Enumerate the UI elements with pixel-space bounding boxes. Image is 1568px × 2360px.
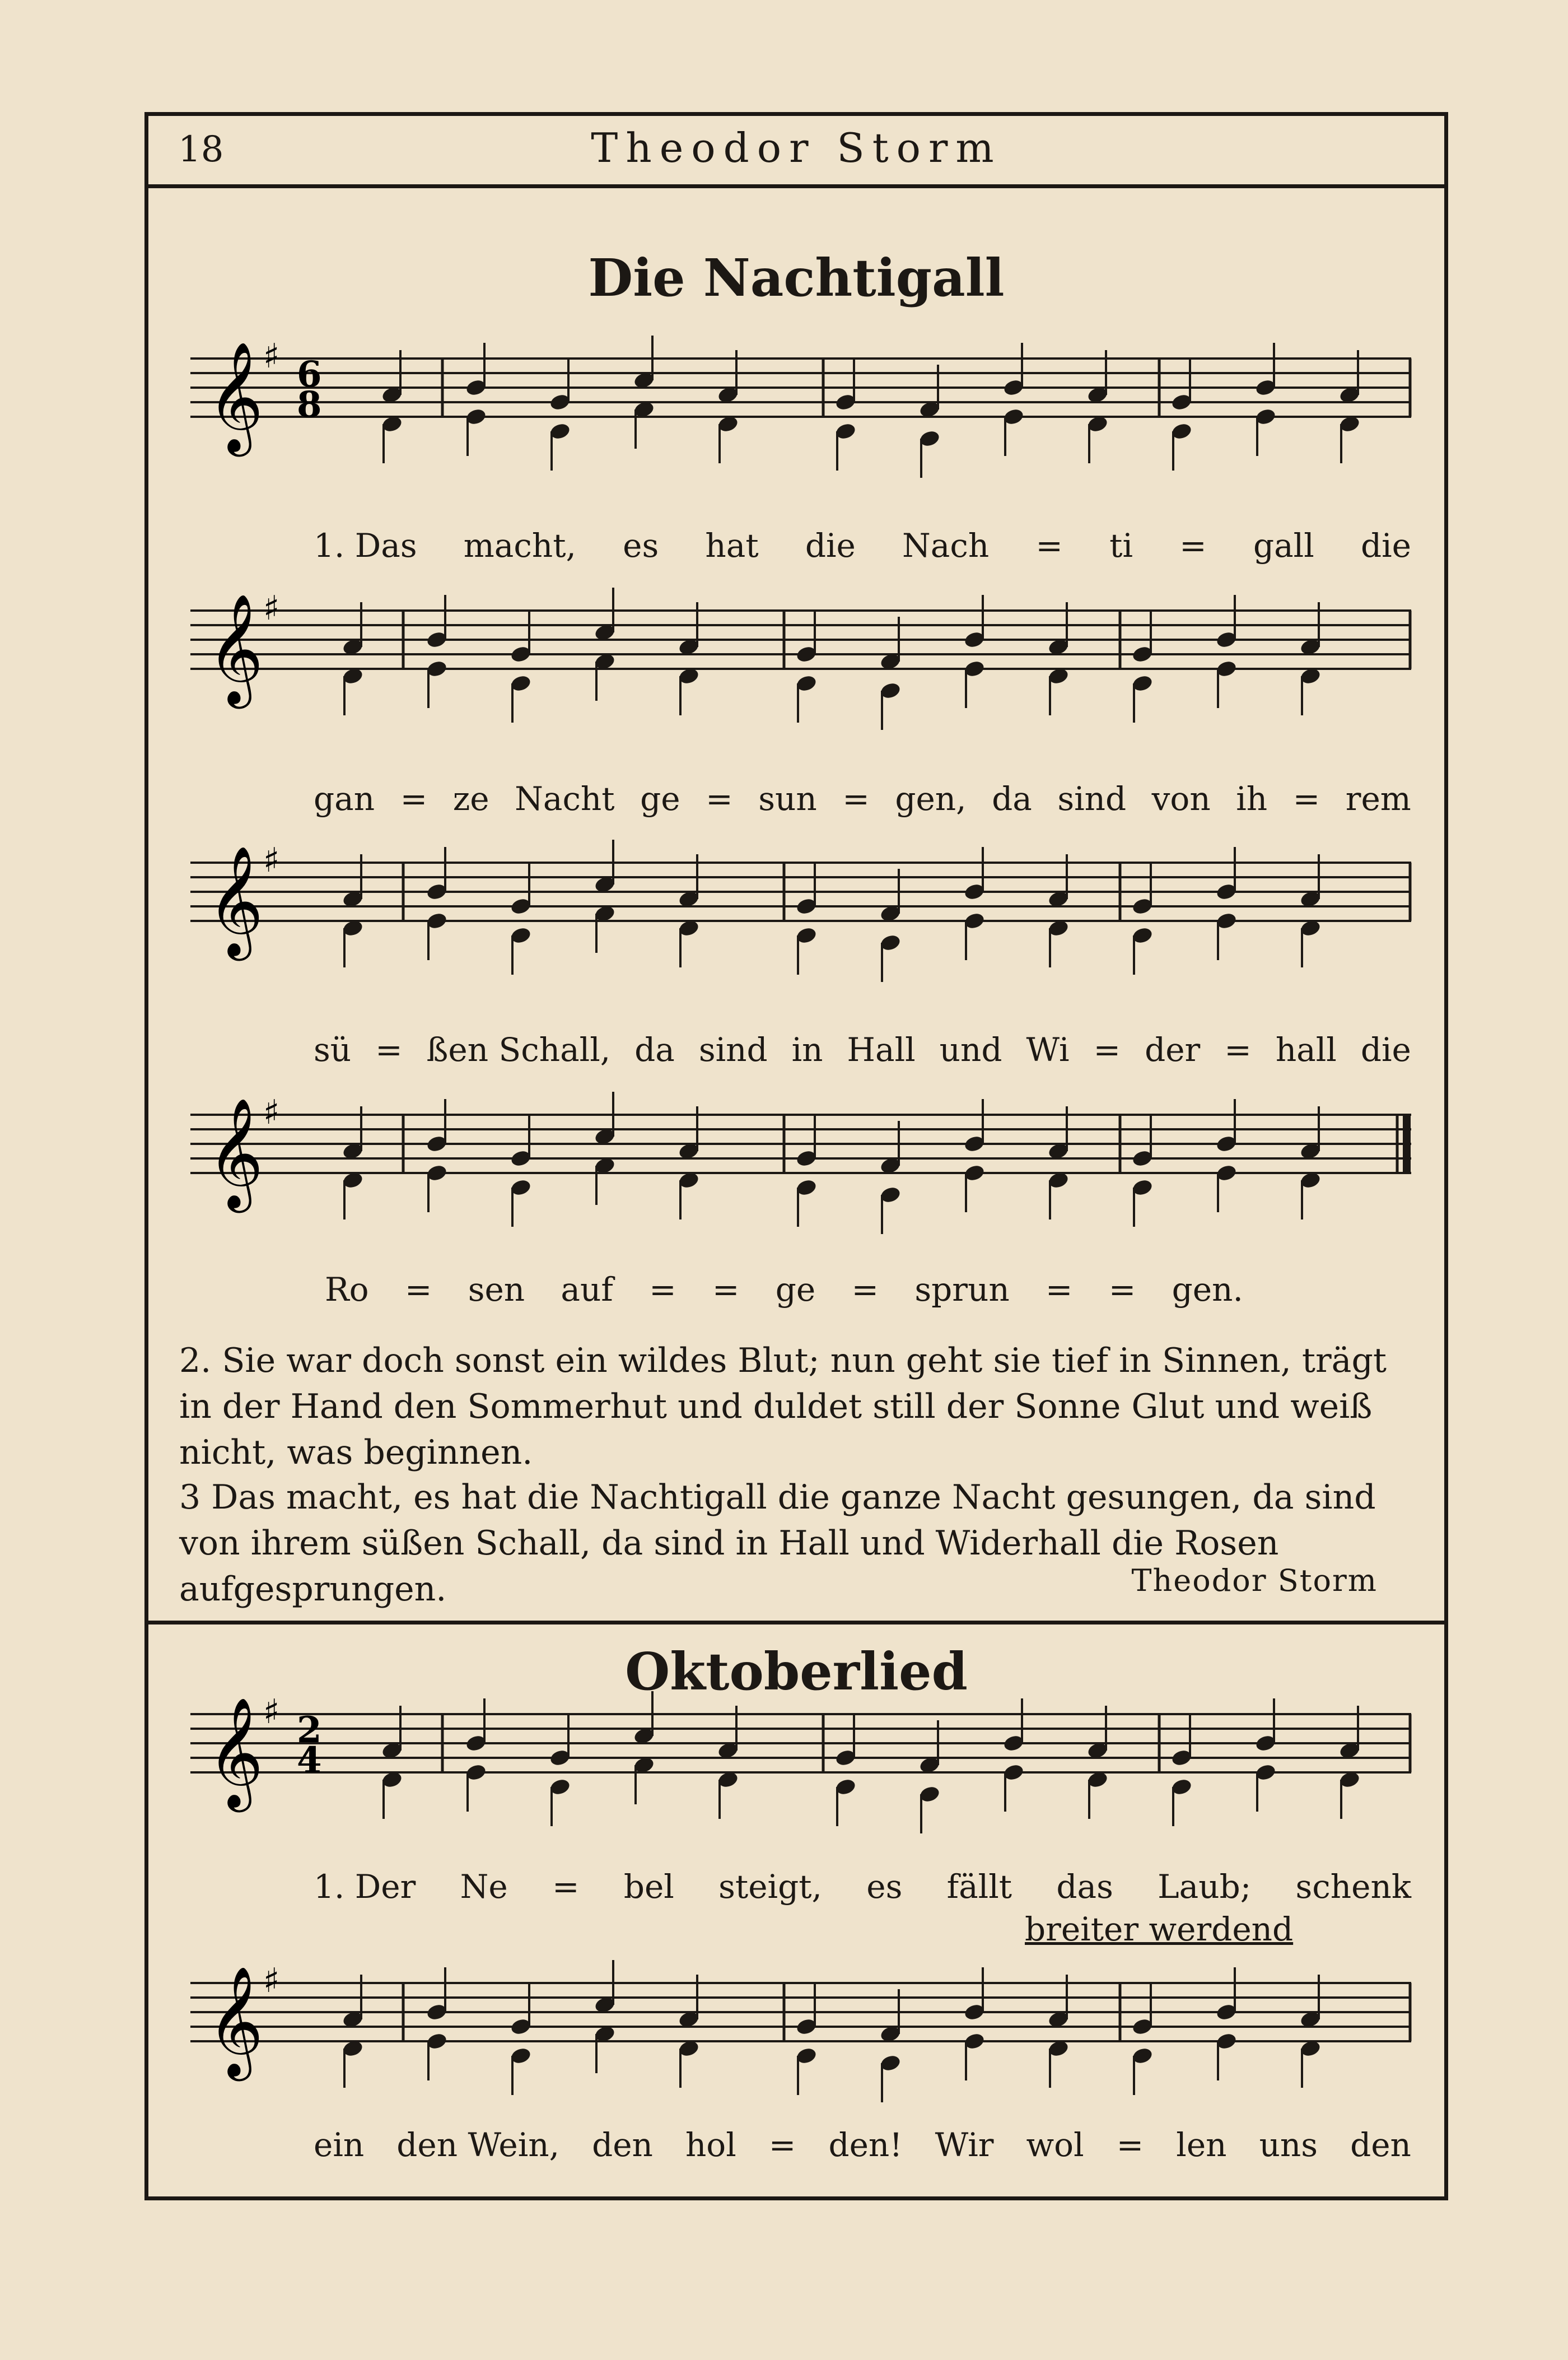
lyric-syllable: 1. Der — [314, 1868, 416, 1906]
lyrics-line — [314, 527, 1411, 565]
lyric-syllable: in — [791, 1031, 823, 1069]
lyric-syllable: den! — [828, 2126, 903, 2164]
section-divider — [144, 1621, 1448, 1624]
music-staff — [190, 336, 1411, 454]
key-signature-sharp-icon: ♯ — [263, 1093, 280, 1132]
lyric-syllable: = — [1179, 527, 1207, 565]
author-signature: Theodor Storm — [1131, 1563, 1378, 1598]
lyric-syllable: uns — [1259, 2126, 1318, 2164]
key-signature-sharp-icon: ♯ — [263, 1692, 280, 1731]
lyric-syllable: hol — [685, 2126, 736, 2164]
song-title: Oktoberlied — [625, 1641, 968, 1702]
lyric-syllable: hall — [1275, 1031, 1337, 1069]
lyric-syllable: bel — [623, 1868, 674, 1906]
lyric-syllable: 1. Das — [314, 527, 417, 565]
lyric-syllable: = — [1224, 1031, 1252, 1069]
lyric-syllable: und — [939, 1031, 1002, 1069]
lyric-syllable: sen — [468, 1270, 525, 1309]
music-staff — [190, 1692, 1411, 1809]
lyric-syllable: = — [1116, 2126, 1144, 2164]
lyric-syllable: es — [866, 1868, 903, 1906]
time-signature-denominator: 4 — [297, 1739, 322, 1781]
lyric-syllable: gen. — [1172, 1270, 1243, 1309]
lyrics-line — [314, 1868, 1411, 1906]
lyric-syllable: ge — [640, 780, 680, 818]
time-signature-numerator: 2 — [297, 1709, 322, 1751]
lyric-syllable: sü — [314, 1031, 352, 1069]
key-signature-sharp-icon: ♯ — [263, 337, 280, 376]
lyric-syllable: Ne — [460, 1868, 508, 1906]
lyric-syllable: den — [592, 2126, 653, 2164]
lyric-syllable: es — [623, 527, 659, 565]
lyric-syllable: die — [1360, 1031, 1411, 1069]
lyric-syllable: steigt, — [718, 1868, 822, 1906]
lyric-syllable: da — [634, 1031, 675, 1069]
lyric-syllable: = — [400, 780, 428, 818]
lyrics-line — [314, 780, 1411, 818]
lyric-syllable: = — [649, 1270, 676, 1309]
lyric-syllable: Hall — [847, 1031, 916, 1069]
treble-clef-icon: 𝄞 — [207, 845, 264, 956]
lyric-syllable: von — [1151, 780, 1211, 818]
lyric-syllable: len — [1176, 2126, 1227, 2164]
lyric-syllable: ein — [314, 2126, 365, 2164]
key-signature-sharp-icon: ♯ — [263, 589, 280, 628]
treble-clef-icon: 𝄞 — [207, 341, 264, 452]
lyric-syllable: Laub; — [1158, 1868, 1252, 1906]
song-title: Die Nachtigall — [588, 248, 1005, 308]
lyric-syllable: Nacht — [515, 780, 615, 818]
lyrics-line — [325, 1270, 1243, 1309]
lyric-syllable: den — [1350, 2126, 1411, 2164]
lyric-syllable: Wi — [1026, 1031, 1070, 1069]
time-signature-denominator: 8 — [297, 384, 322, 426]
lyric-syllable: = — [842, 780, 870, 818]
final-bar-line — [1403, 1115, 1411, 1173]
lyric-syllable: sprun — [914, 1270, 1010, 1309]
treble-clef-icon: 𝄞 — [207, 1697, 264, 1808]
treble-clef-icon: 𝄞 — [207, 593, 264, 704]
lyric-syllable: gan — [314, 780, 375, 818]
lyric-syllable: Wir — [935, 2126, 994, 2164]
lyric-syllable: auf — [561, 1270, 613, 1309]
key-signature-sharp-icon: ♯ — [263, 841, 280, 880]
lyric-syllable: = — [1108, 1270, 1136, 1309]
lyric-syllable: den Wein, — [396, 2126, 560, 2164]
music-staff — [190, 1092, 1411, 1210]
lyrics-line — [314, 1031, 1411, 1069]
lyric-syllable: schenk — [1295, 1868, 1411, 1906]
lyric-syllable: Ro — [325, 1270, 369, 1309]
tempo-marking: breiter werdend — [1025, 1910, 1294, 1948]
lyric-syllable: die — [1360, 527, 1411, 565]
verse-2: 2. Sie war doch sonst ein wildes Blut; nun geht sie tief in Sinnen, trägt in der Hand den Sommerhut und duldet still der Sonne Glut und weiß nicht, was beginnen. — [179, 1341, 1387, 1472]
lyric-syllable: da — [992, 780, 1032, 818]
music-staff — [190, 1961, 1411, 2078]
lyric-syllable: der — [1145, 1031, 1201, 1069]
page-number: 18 — [178, 129, 224, 170]
verse-3: 3 Das macht, es hat die Nachtigall die ganze Nacht gesungen, da sind von ihrem süßen Schall, da sind in Hall und Widerhall die Rosen aufgesprungen. — [179, 1478, 1376, 1609]
lyric-syllable: rem — [1345, 780, 1411, 818]
lyric-syllable: ßen Schall, — [426, 1031, 611, 1069]
key-signature-sharp-icon: ♯ — [263, 1961, 280, 2000]
lyric-syllable: ge — [775, 1270, 816, 1309]
running-title: Theodor Storm — [591, 124, 1002, 171]
lyric-syllable: gall — [1253, 527, 1314, 565]
lyric-syllable: = — [706, 780, 733, 818]
lyric-syllable: = — [404, 1270, 432, 1309]
lyric-syllable: = — [851, 1270, 879, 1309]
lyric-syllable: = — [1292, 780, 1320, 818]
lyric-syllable: = — [1093, 1031, 1121, 1069]
lyric-syllable: fällt — [946, 1868, 1012, 1906]
lyric-syllable: sun — [758, 780, 817, 818]
lyric-syllable: sind — [698, 1031, 768, 1069]
lyric-syllable: gen, — [895, 780, 967, 818]
lyric-syllable: = — [1045, 1270, 1073, 1309]
lyric-syllable: Nach — [902, 527, 990, 565]
music-staff — [190, 840, 1411, 958]
music-staff — [190, 588, 1411, 706]
lyric-syllable: = — [375, 1031, 403, 1069]
lyric-syllable: sind — [1057, 780, 1127, 818]
lyrics-line — [314, 2126, 1411, 2164]
lyric-syllable: die — [805, 527, 856, 565]
running-header — [144, 112, 1448, 188]
lyric-syllable: = — [552, 1868, 580, 1906]
lyric-syllable: das — [1056, 1868, 1113, 1906]
lyric-syllable: ih — [1236, 780, 1268, 818]
lyric-syllable: = — [1035, 527, 1063, 565]
time-signature-numerator: 6 — [297, 353, 322, 395]
lyric-syllable: wol — [1026, 2126, 1084, 2164]
lyric-syllable: = — [768, 2126, 796, 2164]
treble-clef-icon: 𝄞 — [207, 1966, 264, 2077]
lyric-syllable: hat — [705, 527, 759, 565]
lyric-syllable: ti — [1109, 527, 1133, 565]
treble-clef-icon: 𝄞 — [207, 1097, 264, 1208]
lyric-syllable: = — [712, 1270, 740, 1309]
lyric-syllable: ze — [452, 780, 489, 818]
lyric-syllable: macht, — [463, 527, 576, 565]
